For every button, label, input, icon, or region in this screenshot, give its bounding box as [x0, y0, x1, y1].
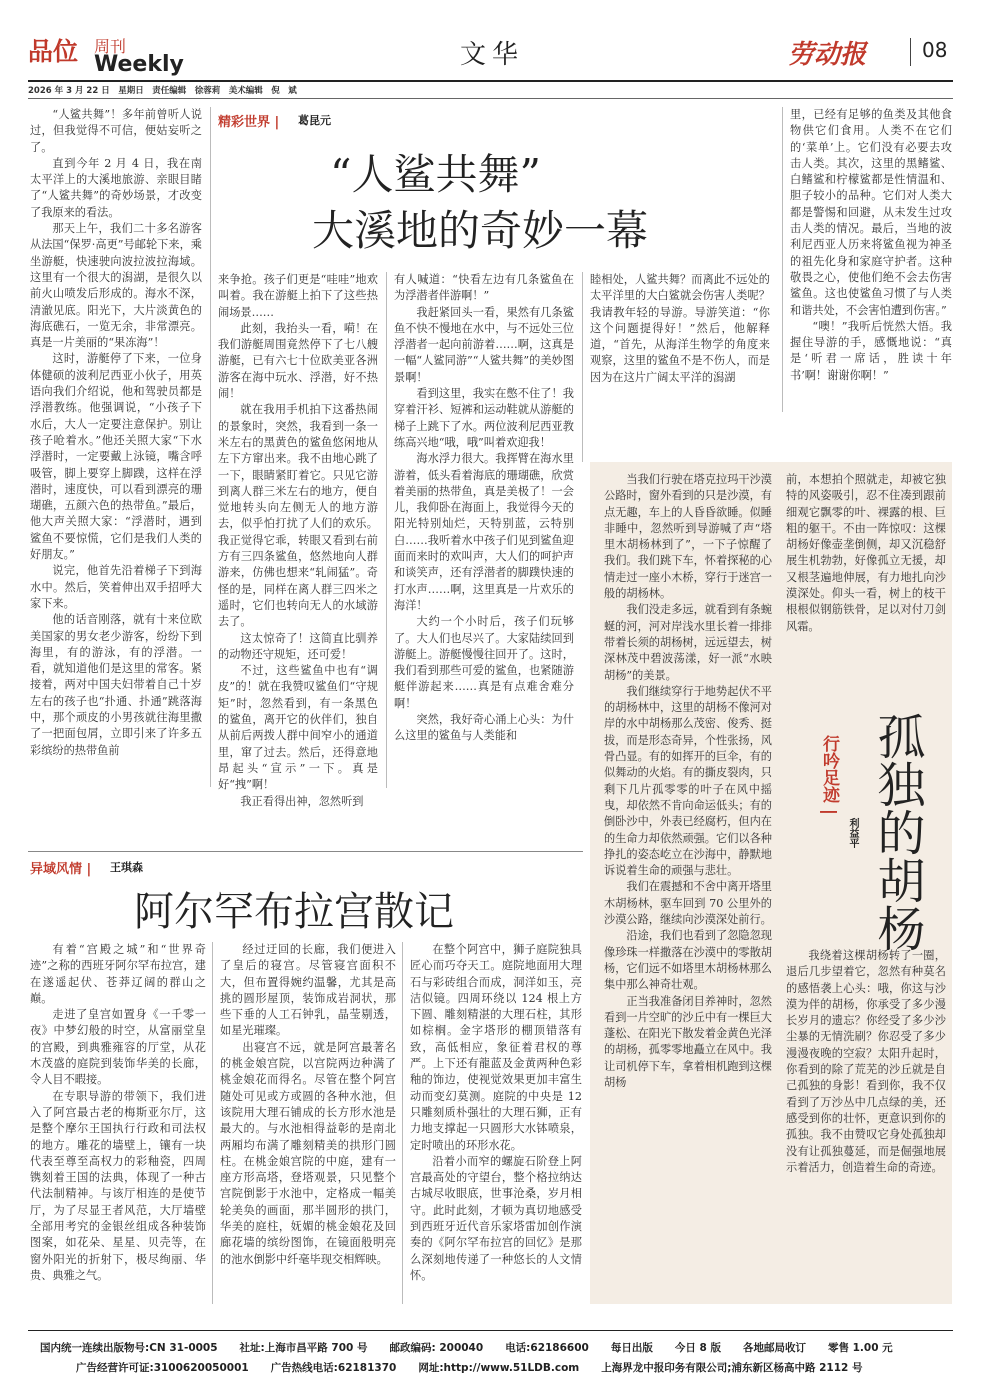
author-name: 葛昆元: [298, 114, 331, 127]
brand-weekly-en: Weekly: [94, 52, 184, 77]
footer-rule: [28, 1330, 953, 1331]
paragraph: 这时，游艇停了下来，一位身体健硕的波利尼西亚小伙子，用英语向我们介绍说，他和驾驶员都是浮潜教练。他强调说，“小孩子下水后，大人一定要注意保护。别让孩子呛着水。”他还关照大家“下水浮潜时，一定要戴上泳镜，嘴含呼吸管，脚上要穿上脚蹼，这样在浮潜时，速度快，可以看到漂亮的珊瑚礁，五颜六色的热带鱼。”最后，他大声关照大家：“浮潜时，遇到鲨鱼不要惊慌，它们是我们人类的好朋友。”: [30, 352, 202, 562]
column-divider: [212, 942, 213, 1304]
column-divider: [210, 107, 211, 787]
paragraph: 睦相处，人鲨共舞？而离此不远处的太平洋里的大白鲨就会伤害人类呢？我请教年轻的导游。导游笑道：“你这个问题提得好！”然后，他解释道，“首先，从海洋生物学的角度来观察，这里的鲨鱼不是不伤人，而是因为在这片广阔太平洋的潟湖: [590, 273, 770, 384]
article-alhambra-column-2: [220, 942, 396, 1304]
date-line: 2026 年 3 月 22 日 星期日 责任编辑 徐蓉莉 美术编辑 倪 斌: [28, 86, 297, 96]
article-alhambra-column-3: [410, 942, 582, 1304]
header-rule-thin: [28, 98, 953, 99]
paragraph: 我们没走多远，就看到有条蜿蜒的河，河对岸浅水里长着一排排带着长须的胡杨树，远远望去，树深林茂中碧波荡漾，好一派“水映胡杨”的美景。: [604, 603, 772, 682]
footer-daily: 每日出版: [610, 1342, 653, 1354]
article-poplar-column-2-bottom: [786, 948, 946, 1278]
paragraph: 此刻，我抬头一看，嗬！在我们游艇周围竟然停下了七八艘游艇，已有六七十位欧美亚各洲游客在海中玩水、浮潜，好不热闹！: [218, 321, 378, 401]
paragraph: 海水浮力很大。我挥臂在海水里游着，低头看着海底的珊瑚礁，欣赏着美丽的热带鱼，真是美极了！一会儿，我仰卧在海面上，我觉得今天的阳光特别灿烂，天特别蓝，云特别白……我听着水中孩子们见到鲨鱼迎面而来时的欢叫声，大人们的呵护声和谈笑声，还有浮潜者的脚蹼快速的打水声……啊，这里真是一片欢乐的海洋！: [394, 452, 574, 612]
column-divider: [582, 272, 583, 462]
article-poplar-tag-vertical: 行吟足迹 |: [819, 735, 839, 816]
article-shark-column-3: [394, 272, 574, 788]
article-title: 阿尔罕布拉宫散记: [134, 889, 454, 935]
header-rule: [28, 80, 953, 82]
footer-phone: 电话:62186600: [505, 1342, 589, 1354]
column-divider: [386, 272, 387, 788]
paragraph: 直到今年 2 月 4 日，我在南太平洋上的大溪地旅游、亲眼目睹了“人鲨共舞”的奇妙场景，才改变了我原来的看法。: [30, 156, 202, 219]
article-shark-column-4: [590, 272, 770, 412]
article-alhambra-column-1: [30, 942, 206, 1304]
paragraph: 有人喊道：“快看左边有几条鲨鱼在为浮潜者伴游啊！”: [394, 273, 574, 303]
paragraph: 经过迂回的长廊，我们便进入了皇后的寝宫。尽管寝宫面积不大，但布置得婉约温馨，尤其是高挑的圆形屋顶，装饰成岩洞状，那些下垂的人工石钟乳，晶莹剔透，如星光璀璨。: [220, 943, 396, 1038]
paragraph: 他的话音刚落，就有十来位欧美国家的男女老少游客，纷纷下到海里，有的游泳，有的浮潜。一看，就知道他们是这里的常客。紧接着，两对中国夫妇带着自己十岁左右的孩子也“扑通、扑通”跳落海中，那个顽皮的小男孩就往海里撒了一把面包屑，立即引来了许多五彩缤纷的热带鱼前: [30, 613, 202, 757]
article-title-line-2: 大溪地的奇妙一幕: [312, 206, 649, 255]
section-tag: 精彩世界 |: [218, 115, 280, 130]
paragraph: 就在我用手机拍下这番热闹的景象时，突然，我看到一条一米左右的黑黄色的鲨鱼悠闲地从左下方窜出来。我不由地心跳了一下，眼睛紧盯着它。只见它游到离人群三米左右的地方，便自觉地转头向左侧无人的地方游去，似乎怕打扰了人们的欢乐。我正觉得它乖，转眼又看到右前方有三四条鲨鱼，悠然地向人群游来，仿佛也想来“轧闹猛”。奇怪的是，同样在离人群三四米之遥时，它们也转向无人的水域游去了。: [218, 403, 378, 629]
paragraph: 我正看得出神，忽然听到: [240, 794, 364, 808]
footer-printer: 上海界龙中报印务有限公司;浦东新区杨高中路 2112 号: [601, 1362, 863, 1374]
paragraph: 前，本想拍个照就走，却被它独特的风姿吸引，忍不住凑到跟前细观它飘零的叶、裸露的根、巨粗的躯干。不由一阵惊叹：这棵胡杨好像壶垄倒侧，却又沉稳舒展生机勃勃，好像孤立无援，却又根茎遍地伸展，有力地扎向沙漠深处。仰头一看，树上的枝干根根似钢筋铁骨，足以对付刀剑风霜。: [786, 473, 946, 633]
paragraph: 走进了皇宫如置身《一千零一夜》中梦幻般的时空，从富丽堂皇的宫殿，到典雅雍容的厅堂，从花木茂盛的庭院到装饰华美的长廊，令人目不暇接。: [30, 1008, 206, 1087]
paragraph: 我绕着这棵胡杨转了一圈，退后几步望着它，忽然有种莫名的感悟袭上心头：哦，你这与沙漠为伴的胡杨，你承受了多少漫长岁月的遗忘？你经受了多少沙尘暴的无情洗刷？你忍受了多少漫漫夜晚的空寂？太阳升起时，你看到的除了荒芜的沙丘就是自己孤独的身影！看到你，我不仅看到了万沙丛中几点绿的美，还感受到你的壮怀，更意识到你的孤独。我不由赞叹它身处孤独却没有让孤独蔓延，而是倔强地展示着活力，创造着生命的奇迹。: [786, 949, 946, 1174]
paragraph: 来争抢。孩子们更是“哇哇”地欢叫着。我在游艇上拍下了这些热闹场景……: [218, 273, 378, 319]
article-title-line-1: “人鲨共舞”: [330, 150, 541, 199]
paragraph: 在整个阿宫中，狮子庭院独具匠心而巧夺天工。庭院地面用大理石与彩砖组合而成，洞洋如玉，亮洁似镜。四周环绕以 124 根上方下圆、雕刻精湛的大理石柱，其形如棕榈。金字塔形的棚顶错落有致，高低相应，象征着君权的尊严。上下还有龍蓝及金黄两种色彩釉的饰边，使视觉效果更加丰富生动而变幻莫测。庭院的中央是 12 只雕刻质朴强壮的大理石狮，正有力地支撑起一只圆形大水钵喷泉，定时喷出的环形水花。: [410, 943, 582, 1152]
paragraph: 我赶紧回头一看，果然有几条鲨鱼不快不慢地在水中，与不远处三位浮潜者一起向前游着……啊，这真是一幅“人鲨同游”“人鲨共舞”的美妙图景啊！: [394, 305, 574, 384]
footer-pages: 今日 8 版: [674, 1342, 721, 1354]
paragraph: 里，已经有足够的鱼类及其他食物供它们食用。人类不在它们的‘菜单’上。它们没有必要去攻击人类。其次，这里的黑鳍鲨、白鳍鲨和柠檬鲨都是性情温和、胆子较小的品种。它们对人类大都是警惕和回避，从未发生过攻击人类的情况。最后，当地的波利尼西亚人历来将鲨鱼视为神圣的祖先化身和家庭守护者。这种敬畏之心，使他们绝不会去伤害鲨鱼。这也使鲨鱼习惯了与人类和谐共处，不会害怕遭到伤害。”: [790, 108, 952, 317]
article-poplar-author-vertical: 利益平: [847, 818, 858, 848]
article-poplar-title-vertical: 孤独的胡杨: [869, 712, 925, 952]
brand-logo: [28, 20, 188, 80]
footer-website[interactable]: 网址:http://www.51LDB.com: [418, 1362, 580, 1374]
footer-ad-hotline: 广告热线电话:62181370: [270, 1362, 397, 1374]
column-divider: [782, 107, 783, 412]
brand-weekly-cn: 周刊: [94, 37, 127, 56]
paragraph: 正当我准备闭目养神时，忽然看到一片空旷的沙丘中有一棵巨大蓬松、在阳光下散发着金黄色光泽的胡杨，孤零零地矗立在风中。我让司机停下车，拿着相机跑到这棵胡杨: [604, 994, 772, 1089]
footer-row-1: [40, 1340, 893, 1355]
paragraph: 沿着小而窄的螺旋石阶登上阿宫最高处的守望台，整个格拉纳达古城尽收眼底，世事沧桑，岁月相守。此时此刻，才顿为真切地感受到西班牙近代音乐家塔雷加创作演奏的《阿尔罕布拉宫的回忆》是那么深刻地传递了一种悠长的人文情怀。: [410, 1154, 582, 1282]
author-name: 王琪森: [110, 861, 143, 874]
header-divider: [910, 38, 911, 66]
paragraph: 看到这里，我实在憋不住了！我穿着汗衫、短裤和运动鞋就从游艇的梯子上跳下了水。两位波利尼西亚教练高兴地“哦，哦”叫着欢迎我！: [394, 387, 574, 449]
paragraph: “噢！”我听后恍然大悟。我握住导游的手，感慨地说：“真是‘听君一席话，胜读十年书’啊！谢谢你啊！”: [790, 319, 952, 382]
page-number: 08: [922, 38, 948, 62]
paragraph: 有着“宫殿之城”和“世界奇迹”之称的西班牙阿尔罕布拉宫，建在遂遥起伏、苍莽辽阔的群山之巅。: [30, 943, 206, 1005]
paragraph: 那天上午，我们二十多名游客从法国“保罗·高更”号邮轮下来，乘坐游艇，快速驶向波拉波拉海域。这里有一个很大的潟湖，是很久以前火山喷发后形成的。海水不深，清澈见底。阳光下，大片淡黄色的海底礁石，一览无余，非常漂亮。真是一片美丽的“果冻海”！: [30, 222, 202, 350]
paragraph: 我们继续穿行于地势起伏不平的胡杨林中，这里的胡杨不像河对岸的水中胡杨那么茂密、俊秀、挺拔，而是形态奇异，个性张扬，风骨凸显。有的如挥开的巨伞，有的似舞动的火焰。有的撕皮裂肉，只剩下几片孤零零的叶子在风中摇曳，却依然不肯向命运低头；有的倒卧沙中，外表已经腐朽，但内在的生命力却依然顽强。它们以各种挣扎的姿态屹立在沙海中，静默地诉说着生命的顽强与悲壮。: [604, 684, 772, 878]
footer-row-2: [76, 1360, 862, 1375]
article-separator: [28, 851, 583, 852]
brand-name: 品位: [28, 37, 79, 66]
paragraph: 当我们行驶在塔克拉玛干沙漠公路时，窗外看到的只是沙漠，有点无趣，车上的人昏昏欲睡。似睡非睡中，忽然听到导游喊了声“塔里木胡杨林到了”，一下子惊醒了我们。我们跳下车，怀着探秘的心情走过一座小木桥，穿行于迷宫一般的胡杨林。: [604, 473, 772, 601]
paragraph: “人鲨共舞”！多年前曾听人说过，但我觉得不可信，便姑妄听之了。: [30, 108, 202, 154]
footer-postcode: 邮政编码: 200040: [389, 1342, 484, 1354]
section-tag: 异域风情 |: [30, 862, 92, 877]
article-shark-column-1: [30, 107, 202, 797]
footer-price: 零售 1.00 元: [827, 1342, 893, 1354]
newspaper-logo: 劳动报: [788, 40, 867, 70]
footer-ad-license: 广告经营许可证:3100620050001: [76, 1362, 249, 1374]
section-title: 文华: [460, 40, 525, 70]
article-poplar-column-1: [604, 472, 772, 1302]
footer-address: 社址:上海市昌平路 700 号: [239, 1342, 368, 1354]
article-shark-column-5: [790, 107, 952, 417]
paragraph: 大约一个小时后，孩子们玩够了。大人们也尽兴了。大家陆续回到游艇上。游艇慢慢往回开了。这时，我们看到那些可爱的鲨鱼，也紧随游艇伴游起来……真是有点难舍难分啊！: [394, 615, 574, 710]
article-shark-column-2: [218, 272, 378, 808]
paragraph: 不过，这些鲨鱼中也有“调皮”的！就在我赞叹鲨鱼们“守规矩”时，忽然看到，有一条黑色的鲨鱼，离开它的伙伴们，独自从前后两拨人群中间窄小的通道里，窜了过去。然后，还得意地昂起头“宣示”一下。真是好“拽”啊！: [218, 664, 378, 792]
paragraph: 突然，我好奇心涌上心头：为什么这里的鲨鱼与人类能和: [394, 713, 574, 743]
paragraph: 沿途，我们也看到了忽隐忽现像珍珠一样撒落在沙漠中的零散胡杨，它们远不如塔里木胡杨林那么集中那么神奇壮观。: [604, 929, 772, 992]
article-poplar-column-2-top: [786, 472, 946, 694]
paragraph: 说完，他首先沿着梯子下到海水中。然后，笑着伸出双手招呼大家下来。: [30, 564, 202, 610]
paragraph: 这太惊奇了！这简直比驯养的动物还守规矩，还可爱！: [218, 631, 378, 661]
paragraph: 我们在震撼和不舍中离开塔里木胡杨林，驱车回到 70 公里外的沙漠公路，继续向沙漠深处前行。: [604, 880, 772, 927]
paragraph: 出寝宫不远，就是阿宫最著名的桃金娘宫院，以宫院两边种满了桃金娘花而得名。尽管在整个阿宫随处可见或方或圆的各种水池，但该院用大理石铺成的长方形水池是最大的。与水池相得益彰的是南北两厢均布满了雕刻精美的拱形门圆柱。在桃金娘宫院的中庭，建有一座方形高塔，登塔观景，只见整个宫院倒影于水池中，定格成一幅美轮美奂的画面，那半圆形的拱门，华美的庭柱，妩媚的桃金娘花及回廊花墙的缤纷图饰，在镜面般明亮的池水倒影中纤毫毕现交相辉映。: [220, 1040, 396, 1266]
footer-subscribe: 各地邮局收订: [742, 1342, 806, 1354]
column-divider: [402, 942, 403, 1304]
footer-issn: 国内统一连续出版物号:CN 31-0005: [40, 1342, 218, 1354]
paragraph: 在专职导游的带领下，我们进入了阿宫最古老的梅斯亚尔厅，这是整个摩尔王国执行行政和司法权的地方。雕花的墙壁上，镶有一块代表至尊至高权力的彩釉瓷，四周镌刻着王国的法典，体现了一种古代法制精神。与该厅相连的是使节厅，为了尽显王者风范，大厅墙壁全部用考究的金银丝组成各种装饰图案，如花朵、星星、贝壳等，在窗外阳光的折射下，极尽绚丽、华贵、典雅之气。: [30, 1089, 206, 1282]
